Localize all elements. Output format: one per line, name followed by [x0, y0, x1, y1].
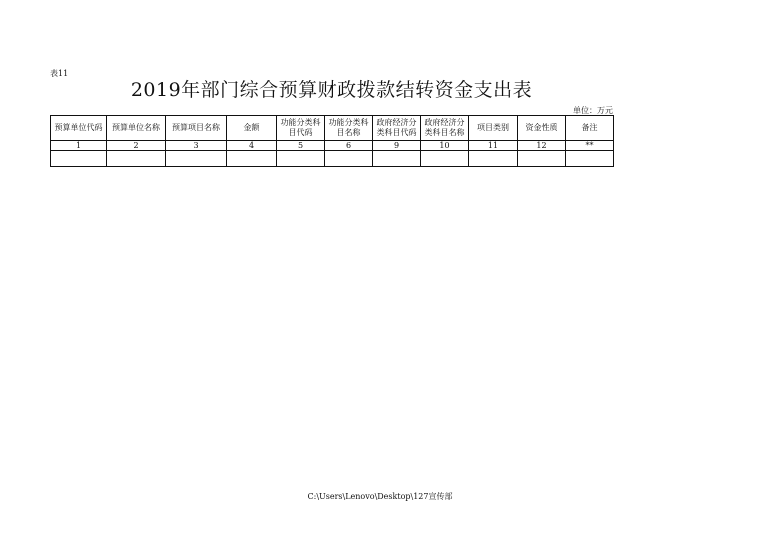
column-index-cell: **: [566, 141, 614, 151]
expenditure-table: [50, 115, 614, 167]
unit-label: 单位：万元: [573, 106, 613, 115]
table-header-row: [51, 116, 614, 141]
table-cell: [107, 151, 166, 167]
table-number-label: 表11: [50, 69, 69, 78]
table-cell: [277, 151, 325, 167]
column-header-economic-class-name: 政府经济分类科目名称: [421, 116, 469, 141]
table-cell: [166, 151, 227, 167]
column-index-cell: 12: [518, 141, 566, 151]
table-cell: [518, 151, 566, 167]
column-index-cell: 2: [107, 141, 166, 151]
table-row: [51, 151, 614, 167]
table-cell: [227, 151, 277, 167]
column-header-functional-class-name: 功能分类科目名称: [325, 116, 373, 141]
column-header-remarks: 备注: [566, 116, 614, 141]
column-index-cell: 9: [373, 141, 421, 151]
column-index-cell: 1: [51, 141, 107, 151]
page-title: 2019年部门综合预算财政拨款结转资金支出表: [130, 79, 533, 101]
column-index-cell: 10: [421, 141, 469, 151]
column-header-functional-class-code: 功能分类科目代码: [277, 116, 325, 141]
column-index-cell: 6: [325, 141, 373, 151]
column-index-row: [51, 141, 614, 151]
footer-file-path: C:\Users\Lenovo\Desktop\127宣传部: [307, 492, 453, 501]
table-cell: [373, 151, 421, 167]
column-header-amount: 金额: [227, 116, 277, 141]
table-cell: [421, 151, 469, 167]
column-header-budget-unit-code: 预算单位代码: [51, 116, 107, 141]
column-header-project-category: 项目类别: [469, 116, 518, 141]
column-index-cell: 5: [277, 141, 325, 151]
column-index-cell: 11: [469, 141, 518, 151]
column-header-economic-class-code: 政府经济分类科目代码: [373, 116, 421, 141]
table-cell: [51, 151, 107, 167]
table-cell: [325, 151, 373, 167]
column-header-budget-unit-name: 预算单位名称: [107, 116, 166, 141]
column-index-cell: 4: [227, 141, 277, 151]
column-header-fund-nature: 资金性质: [518, 116, 566, 141]
table-cell: [469, 151, 518, 167]
column-index-cell: 3: [166, 141, 227, 151]
table-cell: [566, 151, 614, 167]
column-header-budget-project-name: 预算项目名称: [166, 116, 227, 141]
